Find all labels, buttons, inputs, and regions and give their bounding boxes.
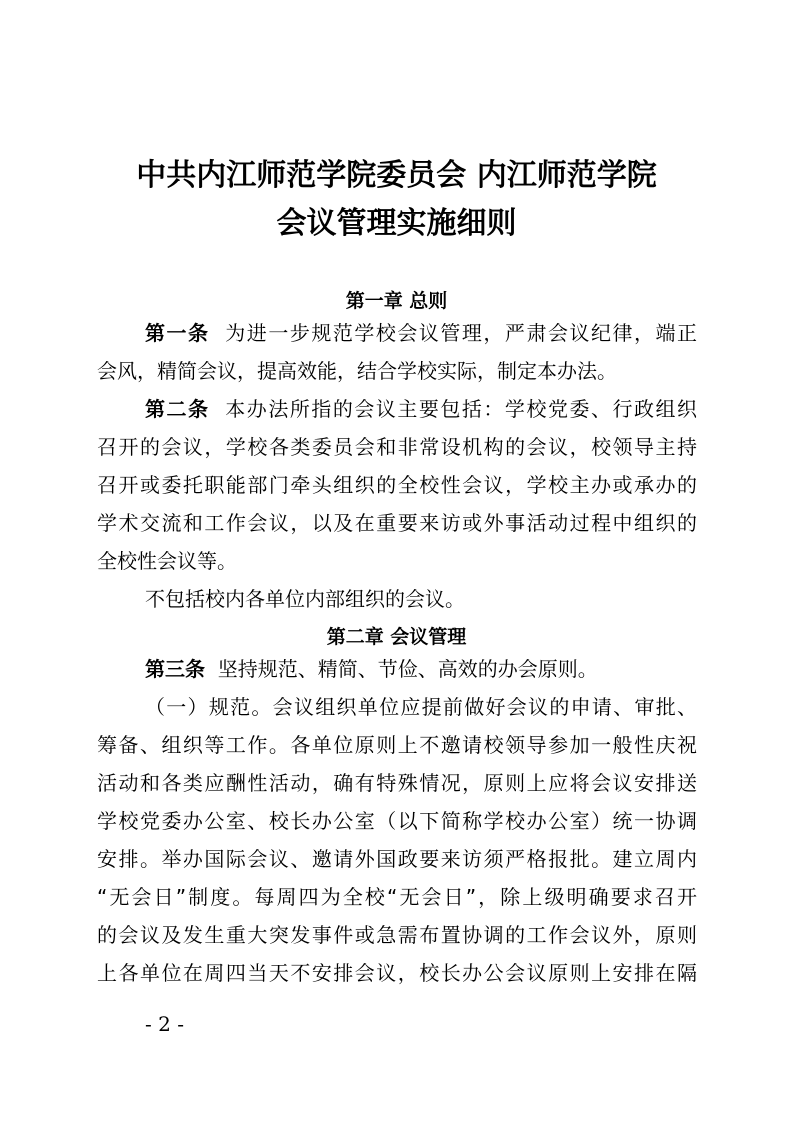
- document-title-line-1: 中共内江师范学院委员会 内江师范学院: [136, 158, 657, 193]
- item-1-line-1: （一）规范。会议组织单位应提前做好会议的申请、审批、: [145, 695, 697, 719]
- item-1-line-8: 上各单位在周四当天不安排会议，校长办公会议原则上安排在隔: [97, 961, 697, 985]
- document-title-line-2: 会议管理实施细则: [276, 206, 517, 241]
- article-2-line-4: 学术交流和工作会议，以及在重要来访或外事活动过程中组织的: [97, 511, 697, 535]
- item-1-line-3: 活动和各类应酬性活动，确有特殊情况，原则上应将会议安排送: [97, 771, 697, 795]
- article-3-text: 坚持规范、精简、节俭、高效的办会原则。: [217, 657, 598, 681]
- article-2-line-1: [145, 394, 697, 424]
- item-1-line-2: 筹备、组织等工作。各单位原则上不邀请校领导参加一般性庆祝: [97, 733, 697, 757]
- item-1-line-6: “无会日”制度。每周四为全校“无会日”，除上级明确要求召开: [97, 885, 697, 909]
- item-1-line-7: 的会议及发生重大突发事件或急需布置协调的工作会议外，原则: [97, 923, 697, 947]
- item-1-line-5: 安排。举办国际会议、邀请外国政要来访须严格报批。建立周内: [97, 847, 697, 871]
- article-2-line-2: 召开的会议，学校各类委员会和非常设机构的会议，校领导主持: [97, 435, 697, 459]
- article-1-label: 第一条: [145, 321, 210, 345]
- item-1-line-4: 学校党委办公室、校长办公室（以下简称学校办公室）统一协调: [97, 809, 697, 833]
- article-2-text: 本办法所指的会议主要包括：学校党委、行政组织: [225, 397, 698, 421]
- chapter-1-heading: 第一章 总则: [345, 290, 448, 312]
- article-2-line-5: 全校性会议等。: [97, 549, 237, 573]
- article-2-line-3: 召开或委托职能部门牵头组织的全校性会议，学校主办或承办的: [97, 473, 697, 497]
- chapter-2-heading: 第二章 会议管理: [326, 626, 467, 648]
- article-3-line: [145, 654, 697, 684]
- article-2-note: 不包括校内各单位内部组织的会议。: [145, 587, 465, 611]
- article-1-line-2: 会风，精简会议，提高效能，结合学校实际，制定本办法。: [97, 359, 617, 383]
- article-2-label: 第二条: [145, 397, 210, 421]
- page-number: - 2 -: [145, 1012, 184, 1036]
- article-1-line-1: [145, 318, 697, 348]
- article-3-label: 第三条: [145, 657, 205, 681]
- article-1-text: 为进一步规范学校会议管理，严肃会议纪律，端正: [225, 321, 698, 345]
